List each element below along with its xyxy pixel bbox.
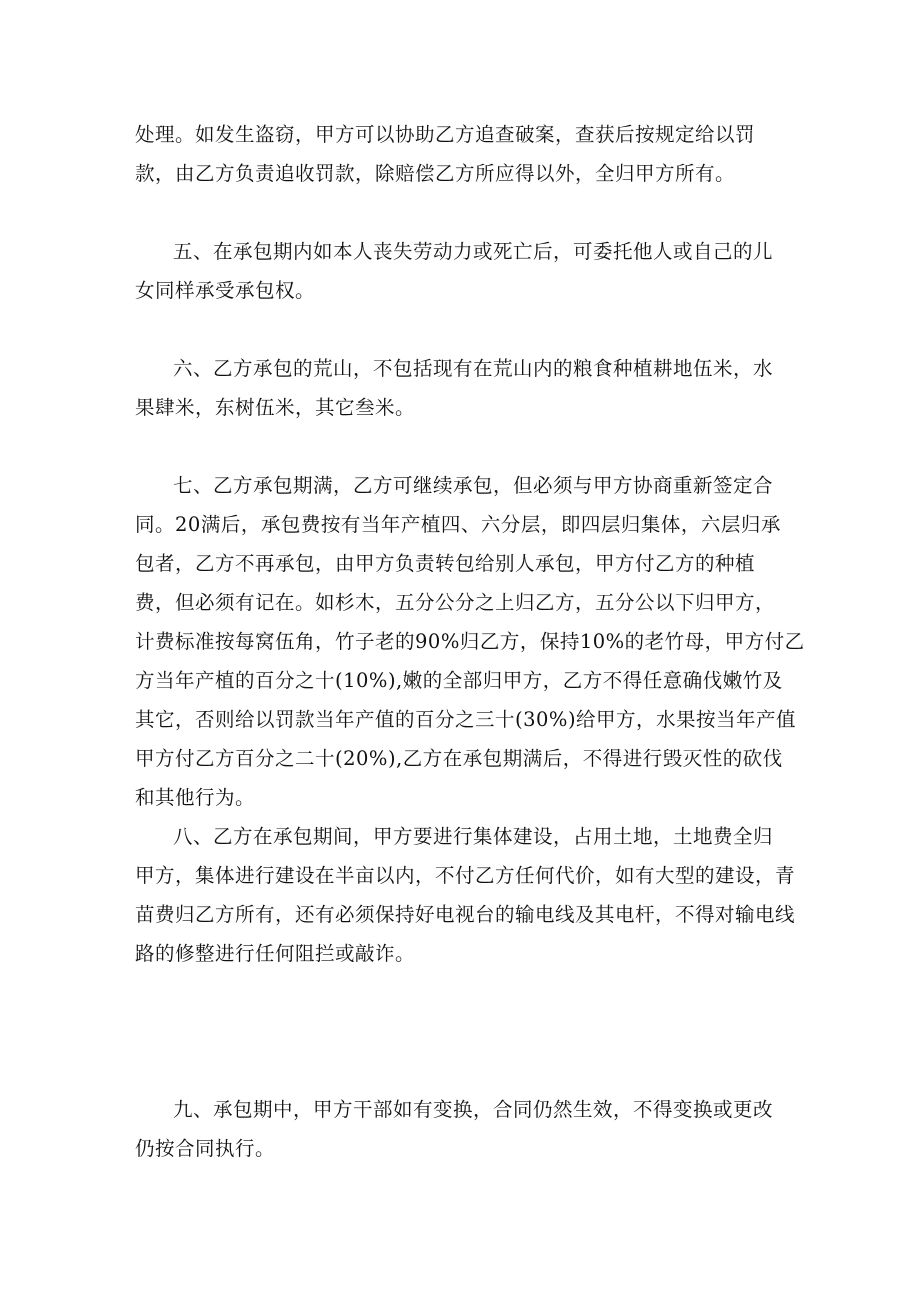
text-line: 处理。如发生盗窃，甲方可以协助乙方追查破案，查获后按规定给以罚: [135, 123, 756, 146]
paragraph-clause-seven: [135, 466, 805, 817]
paragraph-clause-nine: [135, 1090, 795, 1168]
text-line: 和其他行为。: [135, 786, 256, 809]
paragraph-theft-handling: [135, 115, 795, 193]
text-line: 其它，否则给以罚款当年产值的百分之三十(30%)给甲方，水果按当年产值: [135, 708, 797, 731]
paragraph-clause-eight: [135, 817, 795, 973]
text-line: 计费标准按每窝伍角，竹子老的90%归乙方，保持10%的老竹母，甲方付乙: [135, 630, 805, 653]
text-line: 苗费归乙方所有，还有必须保持好电视台的输电线及其电杆，不得对输电线: [135, 903, 796, 926]
text-line: 方当年产植的百分之十(10%),嫩的全部归甲方，乙方不得任意确伐嫩竹及: [135, 669, 783, 692]
text-line: 女同样承受承包权。: [135, 279, 316, 302]
text-line: 果肆米，东树伍米，其它叁米。: [135, 396, 416, 419]
text-line: 款，由乙方负责追收罚款，除赔偿乙方所应得以外，全归甲方所有。: [135, 162, 736, 185]
paragraph-clause-six: [135, 349, 795, 427]
text-line: 五、在承包期内如本人丧失劳动力或死亡后，可委托他人或自己的儿: [173, 240, 774, 263]
text-line: 六、乙方承包的荒山，不包括现有在荒山内的粮食种植耕地伍米，水: [173, 357, 774, 380]
text-line: 八、乙方在承包期间，甲方要进行集体建设，占用土地，土地费全归: [173, 825, 774, 848]
text-line: 费，但必须有记在。如杉木，五分公分之上归乙方，五分公以下归甲方，: [135, 591, 776, 614]
text-line: 同。20满后，承包费按有当年产植四、六分层，即四层归集体，六层归承: [135, 513, 781, 536]
text-line: 甲方，集体进行建设在半亩以内，不付乙方任何代价，如有大型的建设，青: [135, 864, 796, 887]
text-line: 仍按合同执行。: [135, 1137, 276, 1160]
text-line: 七、乙方承包期满，乙方可继续承包，但必须与甲方协商重新签定合: [173, 474, 774, 497]
text-line: 包者，乙方不再承包，由甲方负责转包给别人承包，甲方付乙方的种植: [135, 552, 756, 575]
text-line: 九、承包期中，甲方干部如有变换，合同仍然生效，不得变换或更改: [173, 1098, 774, 1121]
paragraph-clause-five: [135, 232, 795, 310]
text-line: 路的修整进行任何阻拦或敲诈。: [135, 942, 416, 965]
text-line: 甲方付乙方百分之二十(20%),乙方在承包期满后，不得进行毁灭性的砍伐: [135, 747, 783, 770]
